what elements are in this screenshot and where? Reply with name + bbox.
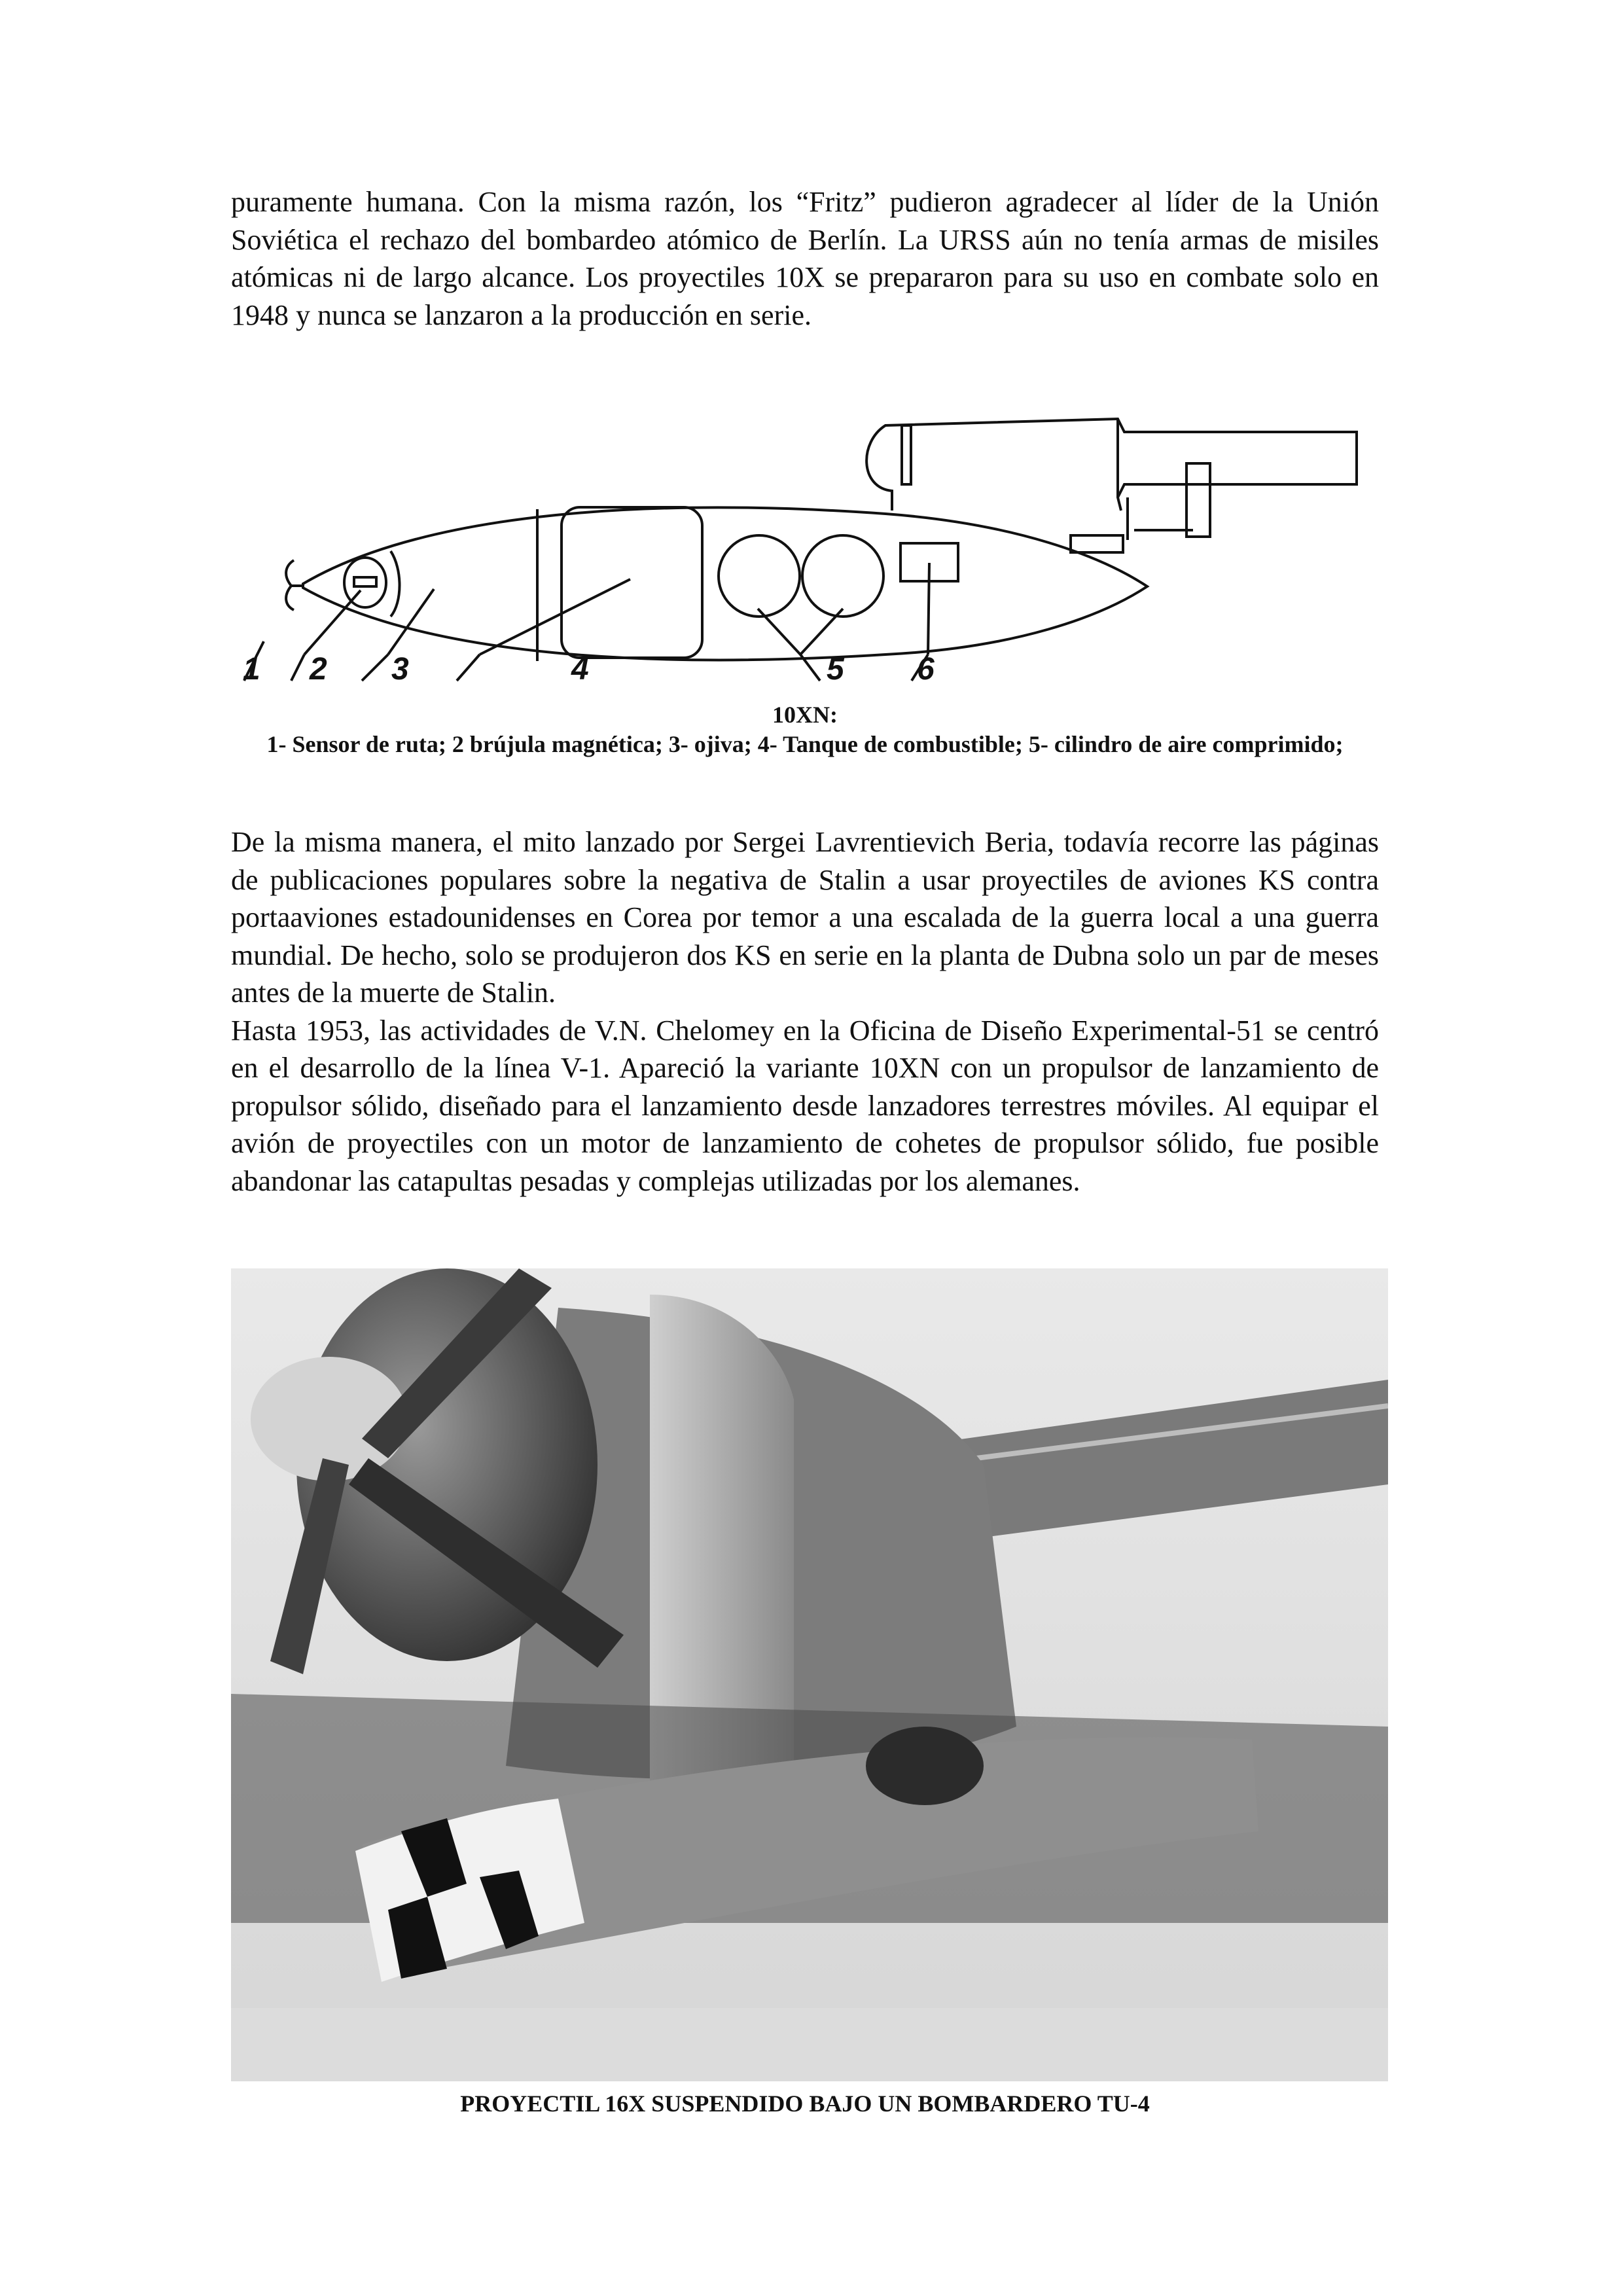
diagram-caption <box>231 700 1379 759</box>
tail-fin <box>1186 463 1210 537</box>
tu4-bomber-photo <box>231 1268 1388 2081</box>
diagram-caption-text: 1- Sensor de ruta; 2 brújula magnética; 3- ojiva; 4- Tanque de combustible; 5- cilindro de aire comprimido; <box>266 731 1344 757</box>
paragraph-text: Hasta 1953, las actividades de V.N. Chelomey en la Oficina de Diseño Experimental-51 se centró en el desarrollo de la línea V-1. Apareció la variante 10XN con un propulsor de lanzamiento de propulsor sólido, diseñado para el lanzamiento desde lanzadores terrestres móviles. Al equipar el avión de proyectiles con un motor de lanzamiento de cohetes de propulsor sólido, fue posible abandonar las catapultas pesadas y complejas utilizadas por los alemanes. <box>231 1014 1379 1197</box>
paragraph-text: De la misma manera, el mito lanzado por Sergei Lavrentievich Beria, todavía recorre las páginas de publicaciones populares sobre la negativa de Stalin a usar proyectiles de aviones KS contra portaaviones estadounidenses en Corea por temor a una escalada de la guerra local a una guerra mundial. De hecho, solo se produjeron dos KS en serie en la planta de Dubna solo un par de meses antes de la muerte de Stalin. <box>231 826 1379 1009</box>
diagram-label-4: 4 <box>571 652 589 687</box>
body-paragraph-mid <box>231 823 1379 1200</box>
air-cylinder-2 <box>802 535 883 617</box>
diagram-label-2: 2 <box>310 652 327 687</box>
missile-fuselage <box>303 507 1147 660</box>
fuel-tank <box>562 507 702 658</box>
projectile-intake <box>866 1727 984 1805</box>
diagram-label-5: 5 <box>827 652 844 687</box>
missile-10xn-diagram <box>231 380 1396 687</box>
diagram-label-6: 6 <box>917 652 935 687</box>
diagram-label-3: 3 <box>391 652 409 687</box>
paragraph-text: puramente humana. Con la misma razón, los “Fritz” pudieron agradecer al líder de la Unión Soviética el rechazo del bombardeo atómico de Berlín. La URSS aún no tenía armas de misiles atómicas ni de largo alcance. Los proyectiles 10X se prepararon para su uso en combate solo en 1948 y nunca se lanzaron a la producción en serie. <box>231 186 1379 331</box>
air-cylinder-1 <box>719 535 800 617</box>
pulse-jet-engine <box>866 419 1357 511</box>
body-paragraph-top <box>231 183 1379 334</box>
diagram-caption-title: 10XN: <box>772 702 838 728</box>
diagram-label-1: 1 <box>243 652 260 687</box>
photo-caption: PROYECTIL 16X SUSPENDIDO BAJO UN BOMBARDERO TU-4 <box>460 2090 1150 2117</box>
